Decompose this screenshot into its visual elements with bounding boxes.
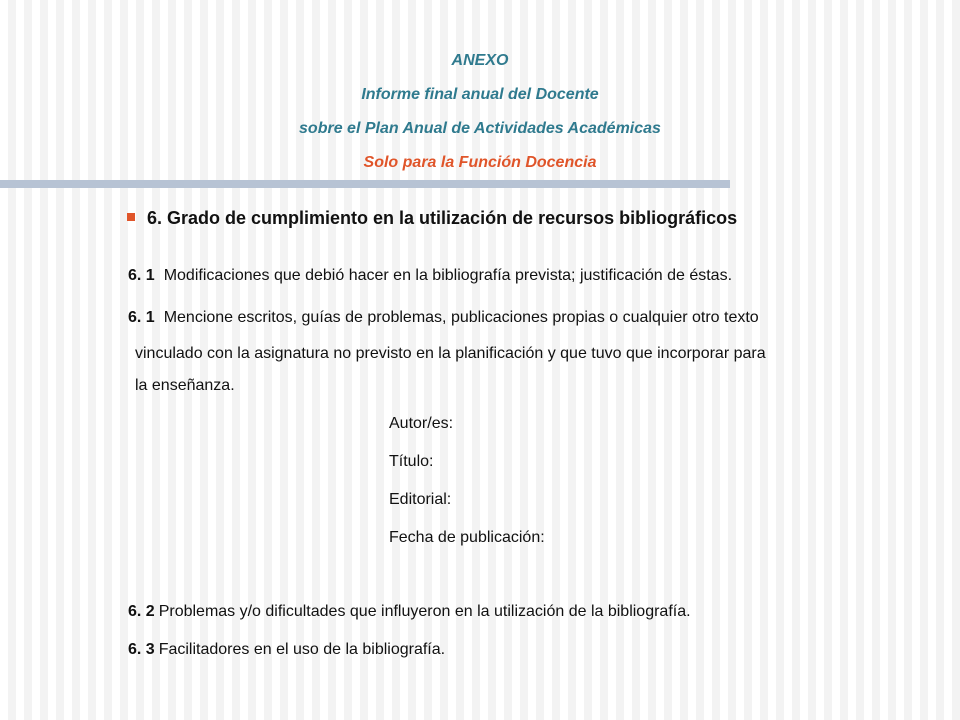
item-text: Problemas y/o dificultades que influyeron en la utilización de la bibliografía.	[158, 603, 691, 620]
square-bullet-icon	[127, 213, 135, 221]
item-text: Mencione escritos, guías de problemas, publicaciones propias o cualquier otro texto	[163, 309, 759, 326]
header-report-title: Informe final anual del Docente	[361, 86, 599, 103]
field-publisher-label: Editorial:	[389, 491, 452, 508]
item-number: 6. 1	[128, 267, 155, 284]
item-6-1-modifications	[128, 267, 732, 285]
item-number: 6. 2	[128, 603, 155, 620]
item-6-1-writings	[128, 309, 759, 327]
item-6-3-facilitators	[128, 641, 445, 659]
item-6-2-problems	[128, 603, 691, 621]
item-continuation: la enseñanza.	[135, 377, 235, 394]
header-plan-subtitle: sobre el Plan Anual de Actividades Académicas	[299, 120, 661, 137]
item-text: Facilitadores en el uso de la bibliografía.	[158, 641, 446, 658]
item-number: 6. 1	[128, 309, 155, 326]
header-divider	[0, 180, 730, 188]
section-title-text: 6. Grado de cumplimiento en la utilización de recursos bibliográficos	[147, 208, 738, 228]
header-function-note: Solo para la Función Docencia	[363, 154, 597, 171]
document-header	[280, 44, 680, 180]
field-publication-date-label: Fecha de publicación:	[389, 529, 545, 546]
item-continuation: vinculado con la asignatura no previsto en la planificación y que tuvo que incorporar para	[135, 345, 766, 362]
item-text: Modificaciones que debió hacer en la bibliografía prevista; justificación de éstas.	[163, 267, 733, 284]
header-annex: ANEXO	[451, 52, 509, 69]
field-title-label: Título:	[389, 453, 434, 470]
field-author-label: Autor/es:	[389, 415, 454, 432]
item-number: 6. 3	[128, 641, 155, 658]
section-title	[127, 208, 737, 229]
